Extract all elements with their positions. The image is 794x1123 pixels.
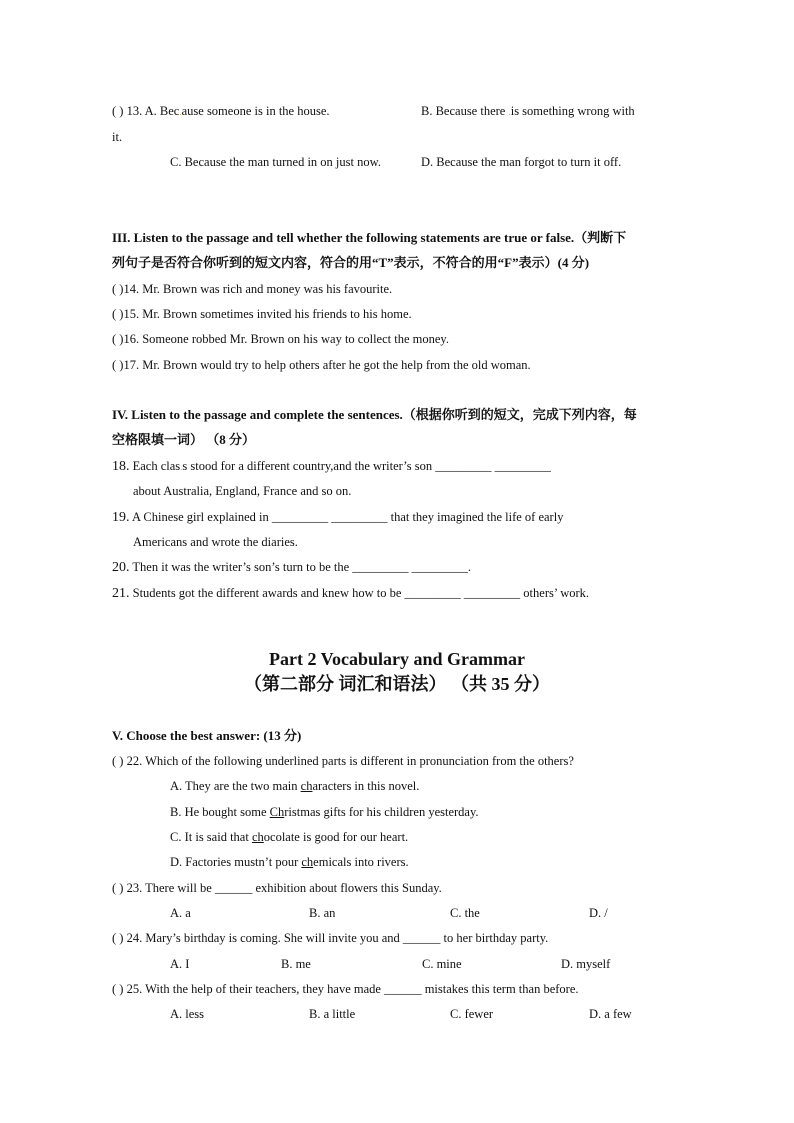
q21-text: Students got the different awards and knew how to be _________ _________ others’ work. — [132, 586, 590, 600]
sentence-19-cont: Americans and wrote the diaries. — [133, 535, 298, 549]
q18-text-b: s stood for a different country,and the writer’s son _________ _________ — [182, 459, 551, 473]
q13-option-b — [421, 103, 635, 120]
q21-number: 21. — [112, 586, 130, 601]
q19-number: 19. — [112, 510, 130, 525]
q25-option-a: A. less — [170, 1007, 205, 1021]
section-iii-heading-2: 列句子是否符合你听到的短文内容，符合的用“T”表示，不符合的用“F”表示）(4 分) — [112, 255, 590, 270]
q22-d-underlined: ch — [301, 855, 314, 869]
q18-text-a: Each clas — [132, 459, 181, 473]
q22-b-post: ristmas gifts for his children yesterday. — [284, 805, 479, 819]
q22-c-pre: C. It is said that — [170, 830, 252, 844]
statement-16: ( )16. Someone robbed Mr. Brown on his way to collect the money. — [112, 332, 449, 346]
q22-c-underlined: ch — [251, 830, 264, 844]
section-v-heading: V. Choose the best answer: (13 分) — [112, 728, 302, 743]
question-24-stem: ( ) 24. Mary’s birthday is coming. She will invite you and ______ to her birthday party. — [112, 931, 549, 945]
sentence-18-cont: about Australia, England, France and so on. — [133, 484, 352, 498]
question-23-stem: ( ) 23. There will be ______ exhibition about flowers this Sunday. — [112, 881, 442, 895]
section-iv-heading-2: 空格限填一词） （8 分） — [112, 432, 256, 447]
q13-option-d: D. Because the man forgot to turn it off. — [421, 155, 622, 169]
q13-number: ( ) 13. A. Bec — [112, 104, 180, 118]
q24-option-d: D. myself — [561, 957, 611, 971]
q22-option-b — [170, 804, 479, 820]
q13-continuation: it. — [112, 130, 123, 144]
q13-b-rest: is something wrong with — [510, 104, 635, 118]
q13-option-a: ause someone is in the house. — [181, 104, 330, 118]
statement-17: ( )17. Mr. Brown would try to help others after he got the help from the old woman. — [112, 358, 531, 372]
section-iv-heading-1: IV. Listen to the passage and complete the sentences.（根据你听到的短文，完成下列内容，每 — [112, 407, 637, 422]
question-13-line — [112, 103, 330, 120]
q24-option-a: A. I — [170, 957, 190, 971]
mark-dot: . — [508, 107, 511, 117]
q22-b-pre: B. He bought some — [170, 805, 270, 819]
sentence-19 — [112, 509, 563, 526]
question-25-stem: ( ) 25. With the help of their teachers, they have made ______ mistakes this term than before. — [112, 982, 579, 996]
q23-option-d: D. / — [589, 906, 608, 920]
q22-d-pre: D. Factories mustn’t pour — [170, 855, 302, 869]
q23-option-c: C. the — [450, 906, 480, 920]
mark-dot: . — [180, 462, 183, 472]
part-2-subtitle: （第二部分 词汇和语法） （共 35 分） — [244, 674, 550, 694]
part-2-title: Part 2 Vocabulary and Grammar — [269, 649, 525, 669]
q25-option-d: D. a few — [589, 1007, 632, 1021]
q22-c-post: ocolate is good for our heart. — [263, 830, 409, 844]
q24-option-b: B. me — [281, 957, 311, 971]
q22-a-pre: A. They are the two main — [170, 779, 301, 793]
q24-option-c: C. mine — [422, 957, 462, 971]
q13-b-pre: B. Because there — [421, 104, 509, 118]
sentence-21 — [112, 585, 589, 602]
statement-14: ( )14. Mr. Brown was rich and money was his favourite. — [112, 282, 393, 296]
question-22-stem: ( ) 22. Which of the following underlined parts is different in pronunciation from the others? — [112, 754, 574, 768]
q22-b-underlined: Ch — [269, 805, 285, 819]
q20-number: 20. — [112, 560, 130, 575]
q25-option-b: B. a little — [309, 1007, 356, 1021]
section-iii-heading-1: III. Listen to the passage and tell whether the following statements are true or false.（判断下 — [112, 230, 627, 245]
statement-15: ( )15. Mr. Brown sometimes invited his friends to his home. — [112, 307, 412, 321]
q23-option-b: B. an — [309, 906, 336, 920]
q13-option-c: C. Because the man turned in on just now. — [170, 155, 381, 169]
sentence-18 — [112, 458, 551, 475]
q22-a-post: aracters in this novel. — [312, 779, 420, 793]
q22-d-post: emicals into rivers. — [313, 855, 409, 869]
q20-text: Then it was the writer’s son’s turn to be the _________ _________. — [132, 560, 472, 574]
q25-option-c: C. fewer — [450, 1007, 494, 1021]
mark-dot: . — [179, 107, 182, 117]
q22-a-underlined: ch — [300, 779, 313, 793]
q23-option-a: A. a — [170, 906, 191, 920]
q22-option-a — [170, 778, 419, 794]
q18-number: 18. — [112, 459, 130, 474]
q22-option-c — [170, 829, 408, 845]
sentence-20 — [112, 559, 471, 576]
q22-option-d — [170, 854, 409, 870]
q19-text: A Chinese girl explained in _________ _________ that they imagined the life of early — [131, 510, 564, 524]
